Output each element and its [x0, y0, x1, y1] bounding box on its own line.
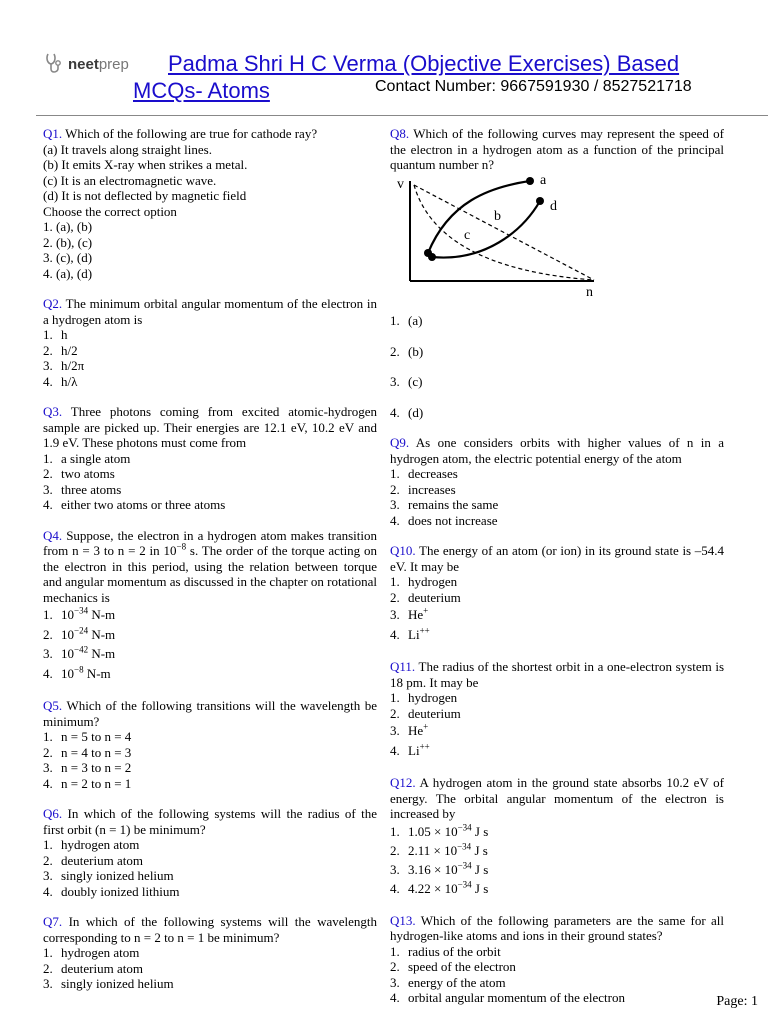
question-number: Q3. — [43, 404, 63, 419]
question-number: Q9. — [390, 435, 410, 450]
option: 1. hydrogen atom — [43, 837, 140, 852]
option: 1. hydrogen atom — [43, 945, 140, 960]
question-text: In which of the following systems will the wavelength corresponding to n = 2 to n = 1 be minimum? — [43, 914, 377, 945]
option: 3. He+ — [390, 721, 429, 738]
question-number: Q2. — [43, 296, 63, 311]
option: 3. (c) — [390, 374, 423, 389]
y-axis-label: v — [397, 176, 404, 192]
point-start-d — [428, 253, 436, 261]
question-3 — [43, 404, 377, 513]
option: 4. does not increase — [390, 512, 498, 528]
stethoscope-icon — [44, 52, 66, 76]
option: 3. He+ — [390, 605, 429, 622]
option: 2. speed of the electron — [390, 959, 516, 974]
option: 4. $10^{-8}$ N-m — [43, 664, 111, 681]
option: 3. (c), (d) — [43, 250, 93, 265]
question-4 — [43, 528, 377, 684]
option: 2. deuterium — [390, 705, 461, 721]
question-2 — [43, 296, 377, 389]
left-column — [43, 126, 377, 1007]
option: 3. energy of the atom — [390, 974, 506, 990]
option: 2. $10^{-24}$ N-m — [43, 625, 116, 642]
curve-label-c: c — [464, 227, 471, 243]
option: 3. $10^{-42}$ N-m — [43, 644, 116, 661]
option: 1. (a) — [390, 313, 423, 328]
speed-vs-n-graph — [394, 177, 604, 302]
option: 2. h/2 — [43, 342, 78, 358]
question-text: The energy of an atom (or ion) in its ground state is –54.4 eV. It may be — [390, 543, 724, 574]
curve-b — [414, 185, 594, 280]
point-d — [536, 197, 544, 205]
question-6 — [43, 806, 377, 899]
question-text: A hydrogen atom in the ground state absorbs 10.2 eV of energy. The orbital angular momentum of the electron is increased by — [390, 775, 724, 821]
option: 4. Li++ — [390, 625, 430, 642]
logo-neet-text: neet — [68, 55, 99, 73]
question-text: Suppose, the electron in a hydrogen atom makes transition from n = 3 to n = 2 in $10^{-8}$ s. The order of the torque acting on the electron in this period, using the relation between torque and angular momentum as discussed in the chapter on rotational mechanics is — [43, 527, 377, 605]
question-11 — [390, 659, 724, 760]
question-text: Which of the following transitions will the wavelength be minimum? — [43, 698, 377, 729]
option: 4. (a), (d) — [43, 265, 93, 281]
option: 4. n = 2 to n = 1 — [43, 775, 132, 791]
question-text: The minimum orbital angular momentum of the electron in a hydrogen atom is — [43, 296, 378, 327]
option: 2. increases — [390, 481, 456, 497]
option: 2. deuterium atom — [43, 852, 143, 868]
contact-number: Contact Number: 9667591930 / 8527521718 — [375, 78, 692, 95]
statement: (d) It is not deflected by magnetic field — [43, 188, 247, 203]
x-axis-label: n — [586, 284, 593, 300]
point-a — [526, 177, 534, 185]
curve-label-b: b — [494, 208, 501, 224]
option: 2. (b) — [390, 343, 424, 359]
question-number: Q11. — [390, 659, 416, 674]
right-column — [390, 126, 724, 1021]
question-13 — [390, 913, 724, 1006]
question-number: Q8. — [390, 126, 410, 141]
question-text: Which of the following parameters are the same for all hydrogen-like atoms and ions in their ground states? — [390, 912, 724, 943]
question-text: The radius of the shortest orbit in a one-electron system is 18 pm. It may be — [390, 659, 725, 690]
question-number: Q1. — [43, 126, 63, 141]
question-7 — [43, 914, 377, 992]
option: 4. Li++ — [390, 741, 430, 758]
header-divider — [36, 115, 768, 116]
option: 1. $1.05 \times 10^{-34}$ J s — [390, 822, 489, 839]
question-12 — [390, 775, 724, 898]
option: 1. hydrogen — [390, 690, 458, 705]
option: 1. (a), (b) — [43, 219, 93, 234]
option: 2. deuterium atom — [43, 960, 143, 976]
option: 3. $3.16 \times 10^{-34}$ J s — [390, 860, 489, 877]
document-title-line1[interactable]: Padma Shri H C Verma (Objective Exercises) Based — [168, 51, 680, 76]
question-number: Q7. — [43, 914, 63, 929]
option: 3. three atoms — [43, 481, 122, 497]
question-1 — [43, 126, 377, 281]
question-number: Q10. — [390, 543, 416, 558]
question-text: Which of the following curves may represent the speed of the electron in a hydrogen atom as a function of the principal quantum number n? — [390, 126, 724, 172]
option: 2. $2.11 \times 10^{-34}$ J s — [390, 841, 488, 858]
logo-prep-text: prep — [98, 55, 129, 73]
option: 2. two atoms — [43, 466, 115, 481]
document-title-line2[interactable]: MCQs- Atoms — [133, 78, 270, 103]
option: 4. h/λ — [43, 373, 78, 389]
curve-d — [432, 201, 540, 258]
statement: Choose the correct option — [43, 203, 177, 219]
question-5 — [43, 698, 377, 791]
question-number: Q6. — [43, 806, 63, 821]
option: 1. radius of the orbit — [390, 943, 501, 959]
neetprep-logo — [44, 52, 129, 76]
question-number: Q4. — [43, 527, 63, 543]
question-text: In which of the following systems will the radius of the first orbit (n = 1) be minimum? — [43, 806, 378, 837]
option: 1. a single atom — [43, 450, 131, 466]
statement: (a) It travels along straight lines. — [43, 141, 212, 157]
question-8 — [390, 126, 724, 420]
question-text: Three photons coming from excited atomic-hydrogen sample are picked up. Their energies are 12.1 eV, 10.2 eV and 1.9 eV. These photons must come from — [43, 404, 377, 450]
curve-label-a: a — [540, 176, 547, 188]
curve-label-d: d — [550, 198, 557, 214]
curve-a — [428, 181, 530, 253]
option: 4. doubly ionized lithium — [43, 883, 180, 899]
option: 1. n = 5 to n = 4 — [43, 729, 132, 744]
option: 1. $10^{-34}$ N-m — [43, 605, 116, 622]
question-text: Which of the following are true for cathode ray? — [65, 126, 318, 141]
question-text: As one considers orbits with higher values of n in a hydrogen atom, the electric potential energy of the atom — [390, 435, 724, 466]
option: 3. remains the same — [390, 497, 499, 512]
option: 1. hydrogen — [390, 574, 458, 589]
option: 1. h — [43, 327, 68, 342]
option: 4. either two atoms or three atoms — [43, 497, 226, 512]
option: 3. singly ionized helium — [43, 976, 174, 991]
option: 3. n = 3 to n = 2 — [43, 760, 132, 775]
option: 2. deuterium — [390, 589, 461, 605]
option: 2. n = 4 to n = 3 — [43, 744, 132, 760]
question-10 — [390, 543, 724, 644]
statement: (b) It emits X-ray when strikes a metal. — [43, 157, 248, 172]
option: 3. h/2π — [43, 358, 85, 373]
question-number: Q12. — [390, 775, 416, 790]
option: 2. (b), (c) — [43, 234, 93, 250]
option: 4. (d) — [390, 404, 424, 420]
question-number: Q13. — [390, 912, 416, 928]
page-number: Page: 1 — [716, 994, 758, 1009]
option: 1. decreases — [390, 466, 458, 481]
question-number: Q5. — [43, 698, 63, 713]
option: 4. $4.22 \times 10^{-34}$ J s — [390, 879, 489, 896]
option: 4. orbital angular momentum of the electron — [390, 990, 625, 1005]
question-9 — [390, 435, 724, 528]
option: 3. singly ionized helium — [43, 868, 174, 883]
statement: (c) It is an electromagnetic wave. — [43, 172, 217, 188]
